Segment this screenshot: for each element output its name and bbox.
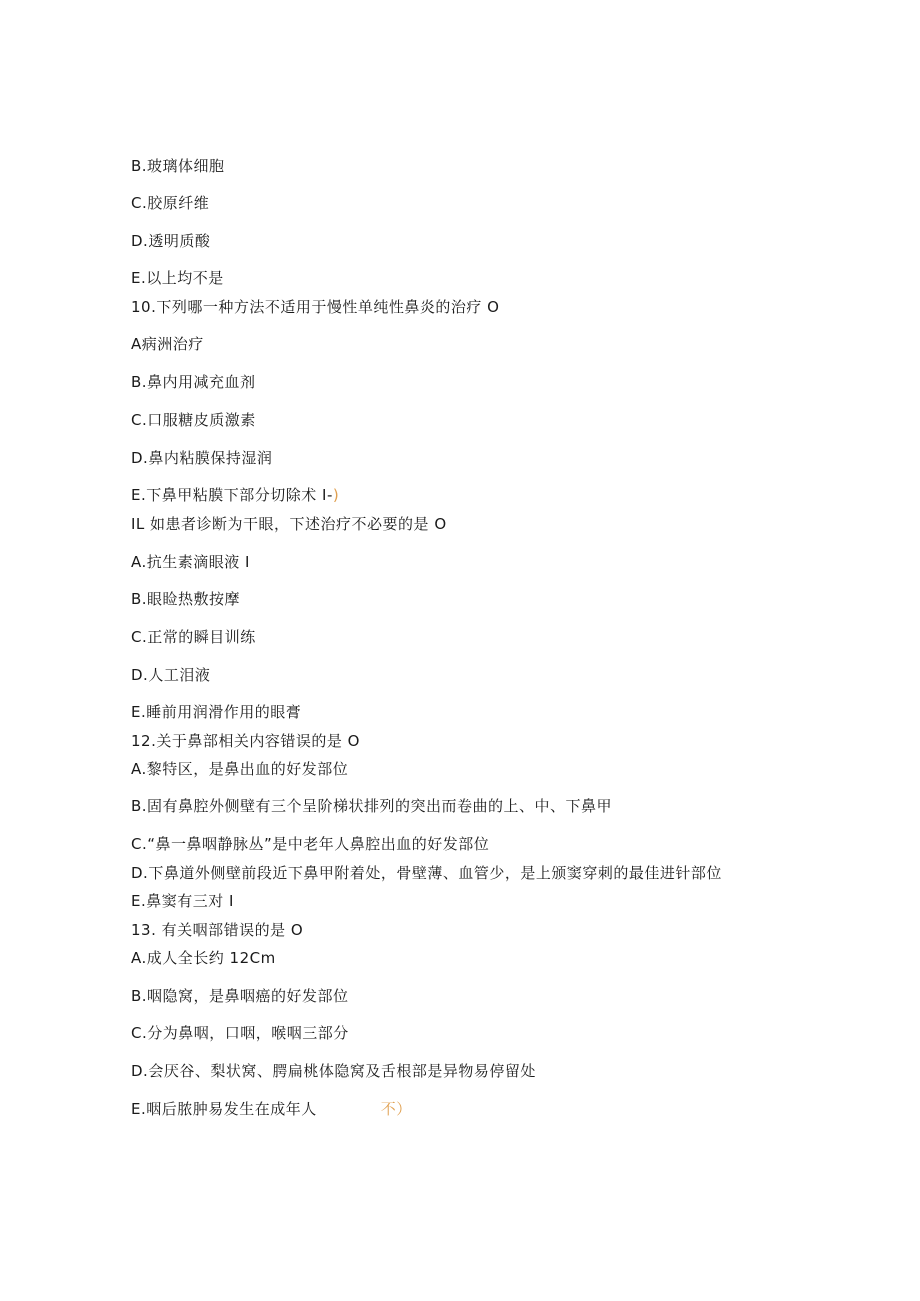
question-text: 10.下列哪一种方法不适用于慢性单纯性鼻炎的治疗 O	[131, 298, 500, 316]
option-text: E.以上均不是	[131, 269, 224, 287]
option-text: C.分为鼻咽，口咽，喉咽三部分	[131, 1024, 349, 1042]
option-line	[131, 760, 348, 778]
option-line	[131, 666, 210, 684]
option-text: B.固有鼻腔外侧壁有三个呈阶梯状排列的突出而卷曲的上、中、下鼻甲	[131, 797, 613, 815]
option-text: D.会厌谷、梨状窝、腭扁桃体隐窝及舌根部是异物易停留处	[131, 1062, 536, 1080]
question-text: 12.关于鼻部相关内容错误的是 O	[131, 732, 360, 750]
question-line	[131, 298, 499, 316]
question-line	[131, 515, 447, 533]
option-text: D.鼻内粘膜保持湿润	[131, 449, 273, 467]
option-line	[131, 553, 250, 571]
option-text: D.人工泪液	[131, 666, 211, 684]
option-text: B.咽隐窝，是鼻咽癌的好发部位	[131, 987, 349, 1005]
option-line	[131, 987, 349, 1005]
option-text: E.下鼻甲粘膜下部分切除术 I-	[131, 486, 333, 504]
option-line	[131, 269, 224, 287]
option-line	[131, 590, 240, 608]
option-text: C.“鼻一鼻咽静脉丛”是中老年人鼻腔出血的好发部位	[131, 835, 490, 853]
option-text: A.抗生素滴眼液 I	[131, 553, 250, 571]
option-line	[131, 703, 301, 721]
option-text: A.黎特区，是鼻出血的好发部位	[131, 760, 349, 778]
option-line	[131, 1024, 349, 1042]
option-line	[131, 486, 339, 504]
stray-mark: 不）	[380, 1100, 412, 1118]
option-line	[131, 892, 234, 910]
option-text: C.胶原纤维	[131, 194, 210, 212]
option-line	[131, 1100, 412, 1118]
option-text: D.透明质酸	[131, 232, 211, 250]
option-text: C.正常的瞬目训练	[131, 628, 256, 646]
option-line	[131, 157, 225, 175]
option-line	[131, 1062, 536, 1080]
option-text: E.鼻窦有三对 I	[131, 892, 234, 910]
option-line	[131, 232, 210, 250]
option-text: C.口服糖皮质激素	[131, 411, 256, 429]
question-line	[131, 921, 303, 939]
option-text: D.下鼻道外侧壁前段近下鼻甲附着处，骨壁薄、血管少，是上颁窦穿刺的最佳进针部位	[131, 864, 722, 882]
option-line	[131, 449, 272, 467]
option-text: A.成人全长约 12Cm	[131, 949, 276, 967]
option-line	[131, 335, 204, 353]
option-text: B.鼻内用减充血剂	[131, 373, 256, 391]
option-text: E.咽后脓肿易发生在成年人	[131, 1100, 317, 1118]
stray-mark: )	[332, 486, 340, 504]
option-line	[131, 949, 276, 967]
option-text: B.眼睑热敷按摩	[131, 590, 241, 608]
option-line	[131, 835, 489, 853]
option-line	[131, 373, 256, 391]
option-line	[131, 628, 256, 646]
option-text: E.睡前用润滑作用的眼膏	[131, 703, 302, 721]
option-line	[131, 797, 612, 815]
question-line	[131, 732, 360, 750]
option-line	[131, 411, 256, 429]
option-line	[131, 864, 722, 882]
option-text: B.玻璃体细胞	[131, 157, 225, 175]
option-line	[131, 194, 209, 212]
question-text: 13. 有关咽部错误的是 O	[131, 921, 304, 939]
option-text: A病洲治疗	[131, 335, 204, 353]
question-text: IL 如患者诊断为干眼，下述治疗不必要的是 O	[131, 515, 447, 533]
